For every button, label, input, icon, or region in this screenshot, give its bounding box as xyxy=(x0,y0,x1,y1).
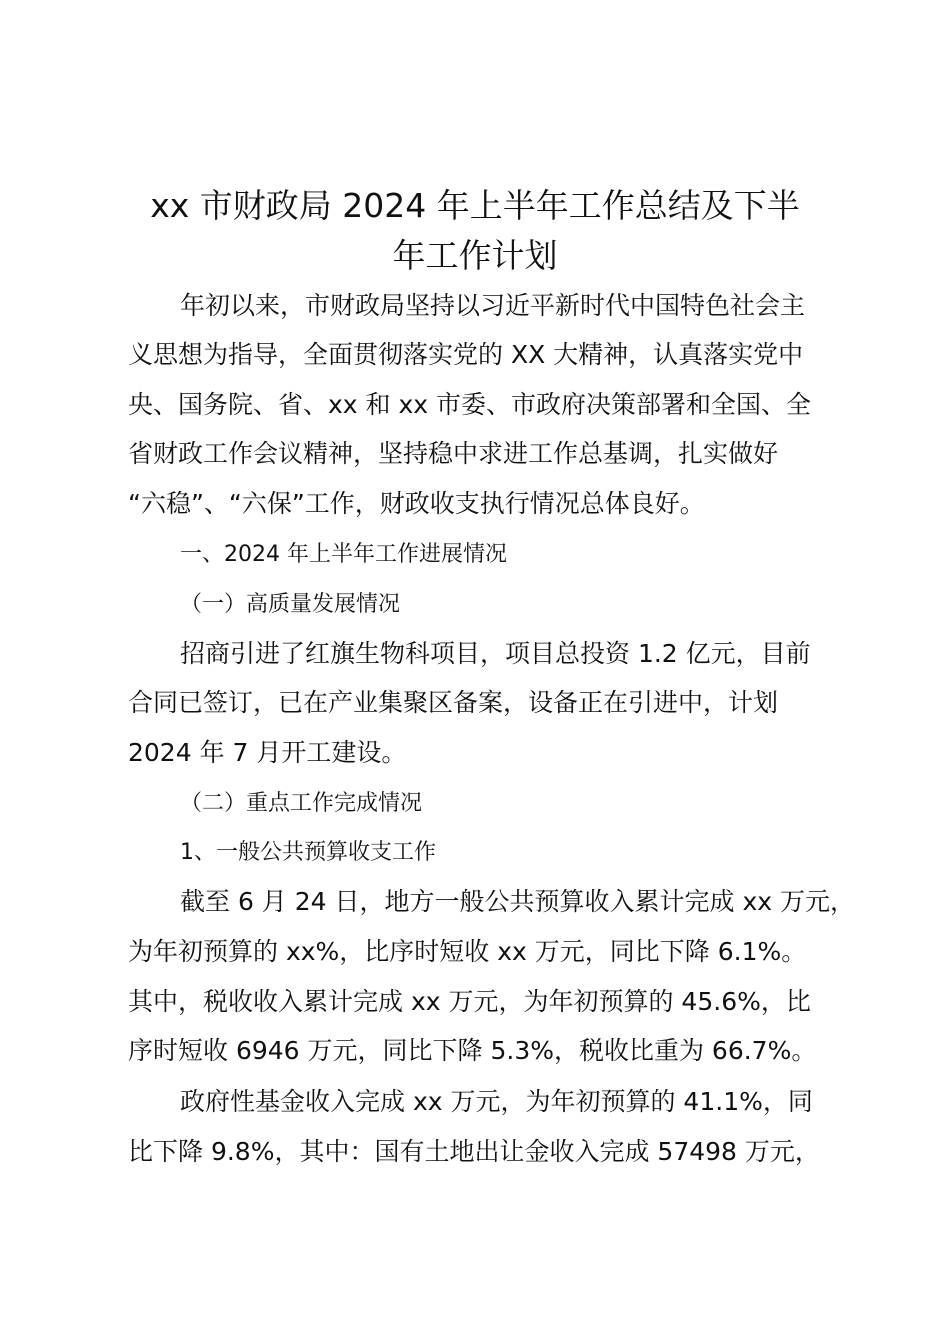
intro-line-1: 年初以来，市财政局坚持以习近平新时代中国特色社会主 xyxy=(180,291,806,320)
subsection-heading-1: （一）高质量发展情况 xyxy=(180,592,401,617)
document-title-line-1: xx 市财政局 2024 年上半年工作总结及下半 xyxy=(150,186,800,225)
item1-line-4: 序时短收 6946 万元，同比下降 5.3%，税收比重为 66.7%。 xyxy=(128,1036,817,1065)
section-heading-1: 一、2024 年上半年工作进展情况 xyxy=(180,542,507,567)
subsection1-line-2: 合同已签订，已在产业集聚区备案，设备正在引进中，计划 xyxy=(128,688,779,717)
document-title-line-2: 年工作计划 xyxy=(392,236,558,275)
item-heading-1: 1、一般公共预算收支工作 xyxy=(180,840,436,865)
intro-line-4: 省财政工作会议精神，坚持稳中求进工作总基调，扎实做好 xyxy=(128,439,779,468)
intro-line-2: 义思想为指导，全面贯彻落实党的 XX 大精神，认真落实党中 xyxy=(128,340,804,369)
item1-line-3: 其中，税收收入累计完成 xx 万元，为年初预算的 45.6%，比 xyxy=(128,987,811,1016)
item1-line-1: 截至 6 月 24 日，地方一般公共预算收入累计完成 xx 万元， xyxy=(180,887,855,916)
fund-line-1: 政府性基金收入完成 xx 万元，为年初预算的 41.1%，同 xyxy=(180,1087,813,1116)
item1-line-2: 为年初预算的 xx%，比序时短收 xx 万元，同比下降 6.1%。 xyxy=(128,937,807,966)
fund-line-2: 比下降 9.8%，其中：国有土地出让金收入完成 57498 万元， xyxy=(128,1137,820,1166)
subsection1-line-1: 招商引进了红旗生物科项目，项目总投资 1.2 亿元，目前 xyxy=(180,639,811,668)
subsection1-line-3: 2024 年 7 月开工建设。 xyxy=(128,738,407,767)
subsection-heading-2: （二）重点工作完成情况 xyxy=(180,791,423,816)
intro-line-3: 央、国务院、省、xx 和 xx 市委、市政府决策部署和全国、全 xyxy=(128,390,812,419)
intro-line-5: “六稳”、“六保”工作，财政收支执行情况总体良好。 xyxy=(128,489,705,518)
